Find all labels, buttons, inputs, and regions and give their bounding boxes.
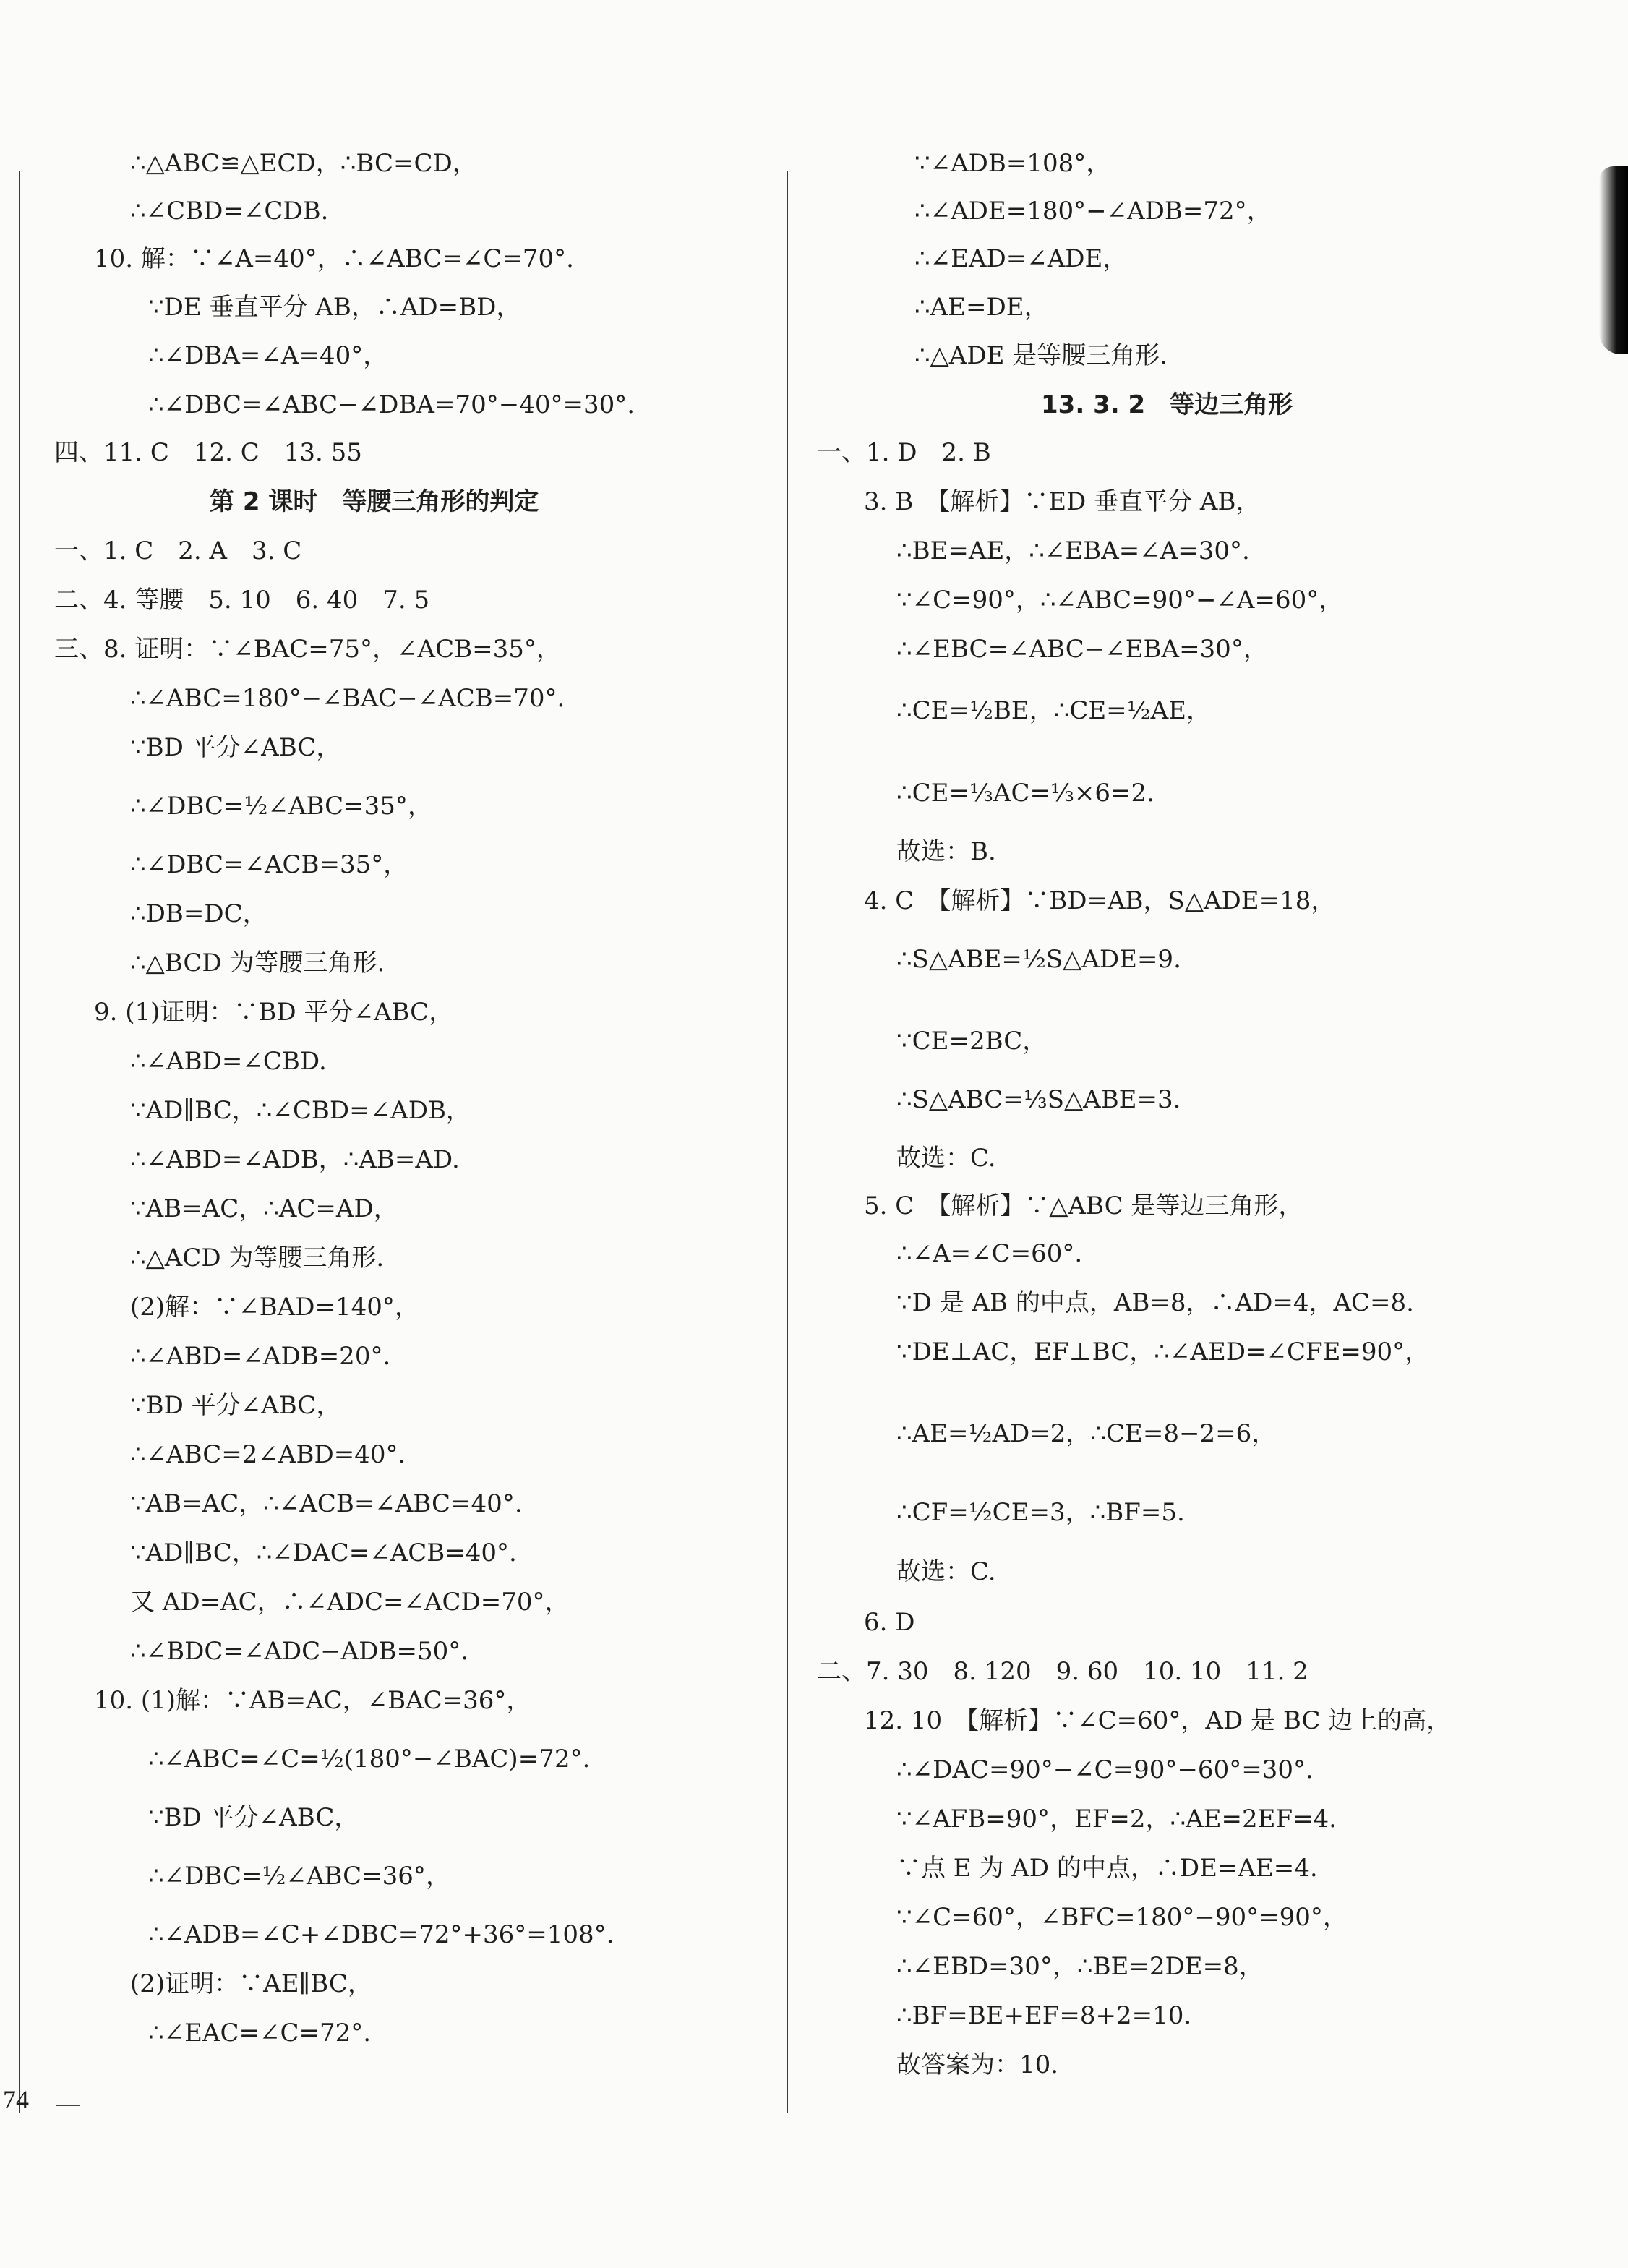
right-text-line: 故选：C. [896, 1557, 996, 1586]
left-text-line: ∴∠ABD=∠ADB=20°. [130, 1342, 391, 1371]
left-text-line: ∴△ABC≌△ECD，∴BC=CD， [130, 149, 477, 178]
right-text-line: 4. C 【解析】∵BD=AB，S△ADE=18， [864, 886, 1336, 915]
left-text-line: ∴△BCD 为等腰三角形. [130, 949, 385, 977]
left-text-line: ∴∠DBC=∠ACB=35°， [130, 850, 408, 879]
right-section-heading: 13. 3. 2 等边三角形 [1041, 390, 1293, 419]
right-text-line: 二、7. 30 8. 120 9. 60 10. 10 11. 2 [817, 1657, 1308, 1686]
right-text-line: 6. D [864, 1608, 915, 1637]
right-text-line: ∵点 E 为 AD 的中点，∴DE=AE=4. [896, 1854, 1318, 1883]
left-text-line: 10. (1)解：∵AB=AC，∠BAC=36°， [94, 1686, 531, 1715]
right-text-line: ∵∠C=60°，∠BFC=180°−90°=90°， [896, 1903, 1348, 1932]
right-text-line: ∴∠DAC=90°−∠C=90°−60°=30°. [896, 1755, 1314, 1784]
right-text-line: 一、1. D 2. B [817, 438, 991, 467]
left-text-line: ∴∠DBA=∠A=40°， [148, 341, 388, 370]
left-text-line: ∴∠CBD=∠CDB. [130, 197, 329, 226]
left-text-line: ∴∠ABC=∠C=½(180°−∠BAC)=72°. [148, 1745, 591, 1773]
right-text-line: ∴BF=BE+EF=8+2=10. [896, 2001, 1192, 2030]
left-text-line: ∴∠ABC=180°−∠BAC−∠ACB=70°. [130, 684, 565, 713]
left-text-line: 又 AD=AC，∴∠ADC=∠ACD=70°， [130, 1588, 570, 1617]
right-text-line: ∵D 是 AB 的中点，AB=8，∴AD=4，AC=8. [896, 1288, 1414, 1317]
right-text-line: ∵∠C=90°，∴∠ABC=90°−∠A=60°， [896, 586, 1344, 615]
left-text-line: 四、11. C 12. C 13. 55 [54, 438, 362, 467]
left-text-line: ∵BD 平分∠ABC， [130, 1391, 341, 1420]
column-divider [787, 171, 788, 2113]
right-text-line: ∴AE=½AD=2，∴CE=8−2=6， [896, 1419, 1277, 1448]
left-text-line: 二、4. 等腰 5. 10 6. 40 7. 5 [54, 586, 430, 615]
right-text-line: ∴CF=½CE=3，∴BF=5. [896, 1498, 1185, 1527]
left-text-line: (2)证明：∵AE∥BC， [130, 1969, 372, 1998]
left-text-line: 10. 解：∵∠A=40°，∴∠ABC=∠C=70°. [94, 244, 574, 273]
right-text-line: ∵CE=2BC， [896, 1027, 1048, 1056]
right-text-line: ∴CE=½BE，∴CE=½AE， [896, 696, 1211, 725]
left-text-line: ∴∠ABD=∠CBD. [130, 1047, 327, 1076]
right-text-line: ∵DE⊥AC，EF⊥BC，∴∠AED=∠CFE=90°， [896, 1338, 1430, 1366]
page-number-dash [56, 2105, 80, 2106]
left-text-line: 9. (1)证明：∵BD 平分∠ABC， [94, 998, 454, 1027]
right-text-line: ∴AE=DE， [914, 293, 1049, 322]
left-text-line: ∵AB=AC，∴AC=AD， [130, 1194, 398, 1223]
left-text-line: ∴∠EAC=∠C=72°. [148, 2019, 372, 2047]
right-text-line: ∴S△ABC=⅓S△ABE=3. [896, 1085, 1181, 1114]
left-text-line: ∵AB=AC，∴∠ACB=∠ABC=40°. [130, 1489, 523, 1518]
right-text-line: ∴∠EAD=∠ADE， [914, 244, 1128, 273]
right-text-line: ∴∠A=∠C=60°. [896, 1239, 1083, 1268]
right-text-line: 故选：B. [896, 837, 996, 866]
left-text-line: ∵DE 垂直平分 AB，∴AD=BD， [148, 293, 521, 322]
left-text-line: ∴△ACD 为等腰三角形. [130, 1244, 385, 1272]
left-text-line: ∴∠DBC=½∠ABC=36°， [148, 1862, 450, 1891]
left-text-line: ∵BD 平分∠ABC， [130, 733, 341, 762]
left-text-line: 一、1. C 2. A 3. C [54, 536, 302, 565]
right-text-line: 故答案为：10. [896, 2050, 1059, 2079]
left-text-line: (2)解：∵∠BAD=140°， [130, 1293, 419, 1322]
left-text-line: ∵AD∥BC，∴∠CBD=∠ADB， [130, 1096, 471, 1125]
right-text-line: ∴∠ADE=180°−∠ADB=72°， [914, 197, 1272, 226]
left-margin-rule [19, 171, 20, 2113]
left-text-line: ∴∠ABD=∠ADB，∴AB=AD. [130, 1145, 460, 1174]
right-text-line: ∴△ADE 是等腰三角形. [914, 341, 1168, 370]
right-text-line: 12. 10 【解析】∵∠C=60°，AD 是 BC 边上的高， [864, 1706, 1452, 1735]
right-text-line: ∵∠ADB=108°， [914, 149, 1111, 178]
right-text-line: ∴CE=⅓AC=⅓×6=2. [896, 779, 1154, 808]
left-text-line: ∴∠DBC=∠ABC−∠DBA=70°−40°=30°. [148, 390, 635, 419]
right-text-line: ∴∠EBD=30°，∴BE=2DE=8， [896, 1952, 1264, 1981]
right-text-line: ∴S△ABE=½S△ADE=9. [896, 945, 1181, 974]
left-text-line: ∴∠ADB=∠C+∠DBC=72°+36°=108°. [148, 1920, 614, 1949]
left-section-heading: 第 2 课时 等腰三角形的判定 [210, 487, 539, 516]
right-text-line: 3. B 【解析】∵ED 垂直平分 AB， [864, 487, 1261, 516]
right-text-line: ∴∠EBC=∠ABC−∠EBA=30°， [896, 635, 1268, 664]
left-text-line: ∵BD 平分∠ABC， [148, 1803, 359, 1832]
left-text-line: ∴∠DBC=½∠ABC=35°， [130, 792, 432, 821]
right-text-line: ∵∠AFB=90°，EF=2，∴AE=2EF=4. [896, 1805, 1337, 1833]
right-text-line: ∴BE=AE，∴∠EBA=∠A=30°. [896, 536, 1250, 565]
page-edge-shadow [1599, 166, 1628, 354]
right-text-line: 故选：C. [896, 1144, 996, 1173]
left-text-line: ∴DB=DC， [130, 899, 267, 928]
left-text-line: ∴∠ABC=2∠ABD=40°. [130, 1440, 406, 1469]
page-number: 74 [3, 2085, 29, 2114]
left-text-line: ∴∠BDC=∠ADC−ADB=50°. [130, 1637, 469, 1666]
right-text-line: 5. C 【解析】∵△ABC 是等边三角形， [864, 1191, 1303, 1220]
left-text-line: 三、8. 证明：∵∠BAC=75°，∠ACB=35°， [54, 635, 561, 664]
left-text-line: ∵AD∥BC，∴∠DAC=∠ACB=40°. [130, 1539, 517, 1567]
